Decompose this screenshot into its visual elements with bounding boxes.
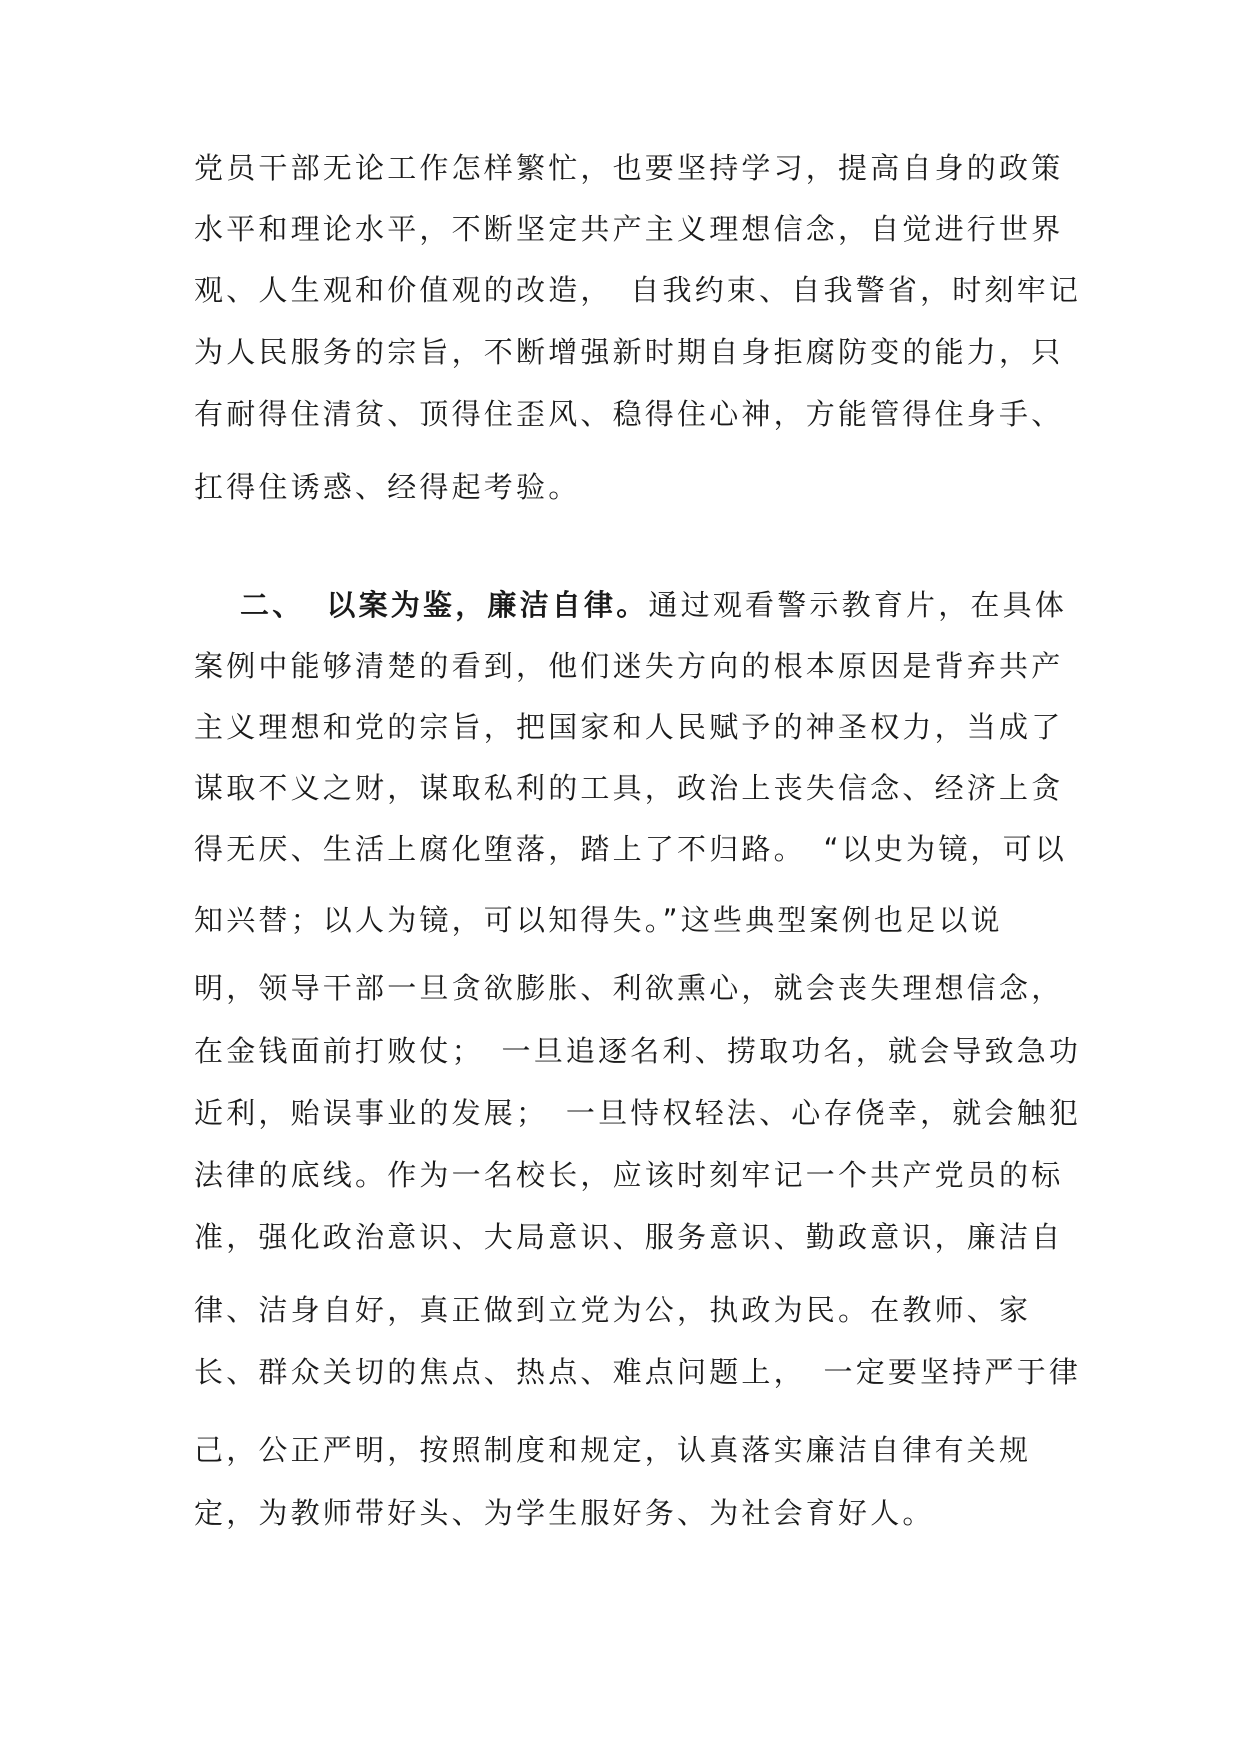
paragraph-line: 党员干部无论工作怎样繁忙，也要坚持学习，提高自身的政策 bbox=[194, 151, 1064, 185]
paragraph-line: 有耐得住清贫、顶得住歪风、稳得住心神，方能管得住身手、 bbox=[194, 397, 1064, 431]
paragraph-line: 明，领导干部一旦贪欲膨胀、利欲熏心，就会丧失理想信念， bbox=[194, 971, 1064, 1005]
paragraph-line: 法律的底线。作为一名校长，应该时刻牢记一个共产党员的标 bbox=[194, 1158, 1064, 1192]
section-intro-text: 通过观看警示教育片，在具体 bbox=[648, 588, 1068, 622]
paragraph-line: 准，强化政治意识、大局意识、服务意识、勤政意识，廉洁自 bbox=[194, 1220, 1064, 1254]
paragraph-line: 知兴替；以人为镜，可以知得失。”这些典型案例也足以说 bbox=[194, 903, 1003, 937]
section-title: 以案为鉴，廉洁自律。 bbox=[326, 588, 649, 622]
paragraph-line: 谋取不义之财，谋取私利的工具，政治上丧失信念、经济上贪 bbox=[194, 771, 1064, 805]
paragraph-line: 水平和理论水平，不断坚定共产主义理想信念，自觉进行世界 bbox=[194, 212, 1064, 246]
paragraph-line: 得无厌、生活上腐化堕落，踏上了不归路。 “以史为镜，可以 bbox=[194, 832, 1068, 866]
paragraph-line: 己，公正严明，按照制度和规定，认真落实廉洁自律有关规 bbox=[194, 1433, 1032, 1467]
paragraph-line: 观、人生观和价值观的改造， 自我约束、自我警省，时刻牢记 bbox=[194, 273, 1082, 307]
paragraph-line: 为人民服务的宗旨，不断增强新时期自身拒腐防变的能力，只 bbox=[194, 335, 1064, 369]
paragraph-line: 扛得住诱惑、经得起考验。 bbox=[194, 470, 581, 504]
paragraph-line: 在金钱面前打败仗； 一旦追逐名利、捞取功名，就会导致急功 bbox=[194, 1034, 1082, 1068]
paragraph-line: 近利，贻误事业的发展； 一旦恃权轻法、心存侥幸，就会触犯 bbox=[194, 1096, 1082, 1130]
paragraph-line: 主义理想和党的宗旨，把国家和人民赋予的神圣权力，当成了 bbox=[194, 710, 1064, 744]
section-heading-line bbox=[240, 585, 1068, 625]
section-number: 二、 bbox=[240, 588, 305, 622]
paragraph-line: 案例中能够清楚的看到，他们迷失方向的根本原因是背弃共产 bbox=[194, 649, 1064, 683]
paragraph-line: 长、群众关切的焦点、热点、难点问题上， 一定要坚持严于律 bbox=[194, 1355, 1082, 1389]
paragraph-line: 律、洁身自好，真正做到立党为公，执政为民。在教师、家 bbox=[194, 1293, 1032, 1327]
paragraph-line: 定，为教师带好头、为学生服好务、为社会育好人。 bbox=[194, 1496, 935, 1530]
